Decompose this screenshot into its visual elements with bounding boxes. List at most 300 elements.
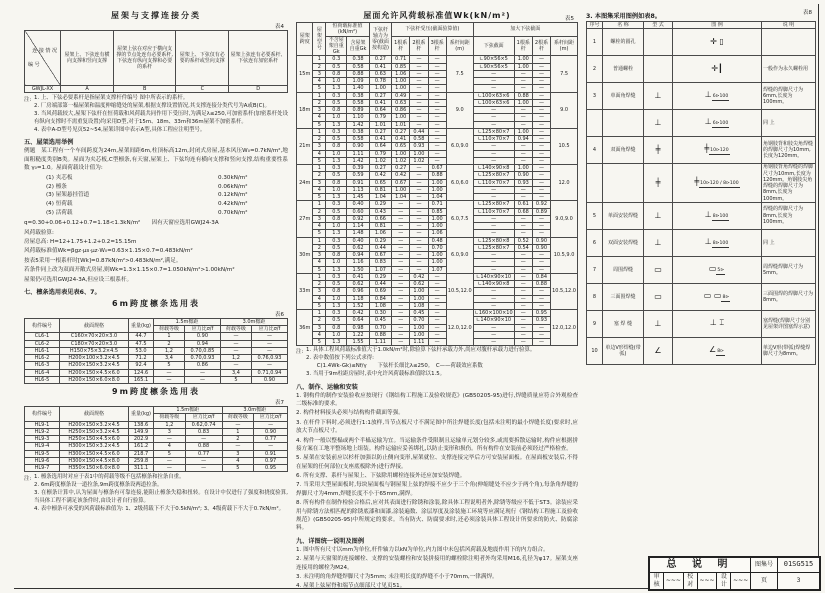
hdr-load: 荷载等级	[220, 326, 251, 333]
table-cell: 138.6	[129, 421, 154, 428]
table-cell: —	[514, 281, 532, 288]
table-cell: —	[185, 457, 222, 464]
table-cell: —	[392, 266, 410, 273]
hdr-dead-incl: 含屋架自重Gk	[347, 36, 369, 56]
table-cell: —	[514, 85, 532, 92]
table-cell: —	[392, 201, 410, 208]
table-cell: —	[410, 165, 428, 172]
big-spacing-cell: 10.5,9.0	[551, 237, 578, 273]
table-cell: HL6-3	[25, 362, 60, 369]
table-cell: —	[154, 457, 186, 464]
table-cell: —	[532, 85, 550, 92]
legend-name: 普通螺栓	[603, 56, 644, 83]
table-cell: 1.00	[428, 186, 446, 193]
table-row	[25, 457, 288, 464]
table-cell: 0.5	[326, 244, 347, 251]
table-cell: HL6-1	[25, 347, 60, 354]
table-cell: 47.5	[129, 340, 154, 347]
table-cell: 1.00	[428, 259, 446, 266]
legend-remark: 单边V形(带弧)焊缝焊脚尺寸为8mm。	[762, 337, 816, 364]
table-cell: 1.07	[428, 266, 446, 273]
hdr-no: 序号	[587, 22, 603, 29]
table-cell: ∟110×70×7	[473, 208, 514, 215]
legend-name: 螺栓的圆孔	[603, 29, 644, 56]
table-cell: 2	[313, 317, 326, 324]
table-cell: 0.94	[347, 252, 369, 259]
table-cell: 0.62	[347, 244, 369, 251]
legend-name: 周围焊缝	[603, 256, 644, 283]
single-bevel-weld-icon: ∠	[709, 344, 717, 354]
table-cell: 10	[587, 337, 603, 364]
tie-spacing-cell: 6.0,7.5	[446, 201, 473, 237]
table-cell: 3	[313, 143, 326, 150]
table-cell: —	[514, 331, 532, 338]
legend-name: 单边V形焊缝(带弧)	[603, 337, 644, 364]
table-cell: —	[251, 340, 287, 347]
table-cell: 165.1	[129, 376, 154, 383]
table5-title: 屋面允许风荷载标准值Wk(kN/m²)	[363, 11, 511, 20]
table-cell: —	[410, 56, 428, 63]
perimeter-weld-icon: ▭	[644, 256, 673, 283]
table-cell: 2	[313, 172, 326, 179]
table-cell: 0.8	[326, 288, 347, 295]
table-cell: 1.07	[369, 266, 391, 273]
table-cell: 0.40	[347, 201, 369, 208]
double-fillet-weld-icon: ╪	[694, 177, 700, 187]
table-cell: 2	[313, 63, 326, 70]
double-site-weld-icon: ⊥	[644, 229, 673, 256]
table-cell: —	[473, 157, 514, 164]
table-cell: 1.00	[392, 85, 410, 92]
table-cell: 0.91	[254, 450, 288, 457]
table-cell: 3	[222, 450, 254, 457]
double-fillet-weld-icon: ╪	[644, 164, 673, 203]
wind-load-row	[297, 288, 578, 295]
table-cell: —	[473, 85, 514, 92]
table-cell: 1.40	[347, 85, 369, 92]
table-cell: —	[392, 252, 410, 259]
table-cell: H200×150×6.0×8.0	[60, 376, 129, 383]
table-cell: —	[473, 143, 514, 150]
text-line: 3. 在杆件下料时,必须进行1:1放样,当节点板尺寸不满足图中所注焊缝长度(包括未注明的最小焊缝长度)要求时,应放大节点板尺寸。	[296, 419, 578, 435]
weld-flag: 6⊳100	[712, 94, 729, 100]
big-spacing-cell: 10.5,12.0	[551, 273, 578, 309]
text-line: 7. 当采用大型屋面板时,每块屋面板与钢屋架上弦的焊接不应少于三个角(伸缩缝处不应少于两个角),每条角焊缝的焊脚尺寸为4mm,焊缝长度不小于65mm,满焊。	[296, 482, 578, 497]
table-row	[25, 450, 288, 457]
table-cell: 1.22	[347, 331, 369, 338]
table-cell: 0.27	[369, 128, 391, 135]
legend-remark: 周焊缝焊脚尺寸为5mm。	[762, 256, 816, 283]
hdr-30m: 3.0m檩距	[222, 407, 287, 414]
legend-row	[587, 229, 816, 256]
table-cell: 0.58	[347, 136, 369, 143]
legend-example	[673, 137, 762, 164]
weld-flag: 8⊳100	[712, 240, 729, 246]
table-cell: —	[154, 436, 186, 443]
legend-example	[673, 337, 762, 364]
hdr-comp-group: 下弦杆受压(截面验算值)	[392, 23, 474, 37]
table-cell: 5	[313, 121, 326, 128]
table-cell: —	[220, 340, 251, 347]
legend-row	[587, 29, 816, 56]
table-cell: 0.62	[410, 281, 428, 288]
truss-bracing-classification-table	[24, 30, 288, 93]
table-row	[25, 362, 288, 369]
table-cell: —	[473, 288, 514, 295]
table-cell: 1.01	[369, 121, 391, 128]
hdr-zero: 下弦杆轴力为零(截面按构造)	[369, 23, 391, 56]
wind-load-row	[297, 172, 578, 179]
table-cell: —	[222, 443, 254, 450]
table-cell: 5	[313, 85, 326, 92]
table-cell: —	[410, 266, 428, 273]
table-cell: 1	[313, 310, 326, 317]
table-cell: 0.90	[532, 244, 550, 251]
legend-name: 三面围焊缝	[603, 283, 644, 310]
table-cell: —	[392, 273, 410, 280]
table-cell: —	[473, 324, 514, 331]
table-cell: 0.92	[532, 201, 550, 208]
table-cell: 0.63	[392, 99, 410, 106]
table-cell: 1	[587, 29, 603, 56]
tie-spacing-cell: 10.5,12.0	[446, 273, 473, 309]
tie-spacing-cell: 6.0,9.0	[446, 128, 473, 164]
table-cell: —	[473, 259, 514, 266]
table-cell: —	[473, 114, 514, 121]
table-cell: —	[392, 302, 410, 309]
table-cell: —	[154, 465, 186, 472]
table-cell: —	[410, 63, 428, 70]
table-cell: 0.39	[347, 165, 369, 172]
text-line: 房屋总高: H=12+1.75+1.2+0.2=15.15m	[24, 239, 137, 246]
table-cell: —	[532, 324, 550, 331]
table-cell: —	[532, 186, 550, 193]
table-cell: —	[532, 194, 550, 201]
wind-load-row	[297, 223, 578, 230]
table-cell: 1.10	[347, 114, 369, 121]
table-cell: 124.6	[129, 369, 154, 376]
table-cell: —	[514, 252, 532, 259]
table-cell: 202.9	[129, 436, 154, 443]
table-cell: —	[514, 143, 532, 150]
table-cell: —	[532, 266, 550, 273]
table-cell: 0.59	[347, 172, 369, 179]
table7-title: 9m跨度檩条选用表	[112, 387, 200, 397]
table-cell: 3	[587, 83, 603, 110]
table-cell: 3	[313, 107, 326, 114]
purlin-table-9m	[24, 406, 288, 472]
row-label: GWJL-XX	[25, 86, 61, 93]
table-cell: 1.0	[326, 78, 347, 85]
table-cell: 0.88	[185, 443, 222, 450]
text-line: 2. 6m跨度檩条设一道拉条,9m跨度檩条设两道拉条。	[34, 482, 163, 489]
table-cell: —	[532, 56, 550, 63]
table-cell: 1.0	[326, 114, 347, 121]
designer-signature: ~~~	[731, 572, 751, 589]
table-cell: 0.27	[369, 165, 391, 172]
table-cell: —	[184, 369, 220, 376]
designer-label: 设计	[717, 572, 731, 589]
table-cell: —	[514, 157, 532, 164]
wind-load-table	[296, 22, 578, 346]
table-cell: 0.27	[392, 128, 410, 135]
wind-load-row	[297, 63, 578, 70]
table-cell: —	[410, 78, 428, 85]
table-cell: 0.58	[410, 136, 428, 143]
table-cell: C160×70×20×3.0	[60, 333, 129, 340]
table-cell: 3	[313, 324, 326, 331]
table-cell: 4	[313, 78, 326, 85]
table-cell: ∟140×90×8	[473, 281, 514, 288]
fillet-weld-icon: ⊥	[704, 90, 712, 100]
code-d: D	[229, 86, 288, 93]
example-lines	[24, 219, 288, 284]
table-cell: 1	[154, 333, 185, 340]
table-cell: 0.42	[410, 273, 428, 280]
legend-example	[673, 283, 762, 310]
legend-intro: 3. 本图集采用图例如表8。	[586, 13, 661, 20]
table-cell: —	[392, 215, 410, 222]
hdr-remark: 说 明	[762, 22, 816, 29]
wind-load-row	[297, 273, 578, 280]
table-cell: 0.8	[326, 143, 347, 150]
hdr-15m: 1.5m檩距	[154, 407, 223, 414]
text-line: 1. 图中所有尺寸以mm为单位,杆件轴力以kN为单位,内力图中未包括风荷载及地震作用下的内力组合。	[296, 546, 549, 553]
table-cell: 3	[313, 288, 326, 295]
fillet-weld-icon: ⊥	[644, 110, 673, 137]
table-cell: 0.71	[428, 201, 446, 208]
text-line: 2. 表中数值按下列公式求得:	[306, 355, 374, 362]
table-cell: —	[514, 70, 532, 77]
middle-column	[296, 8, 578, 592]
table-cell: 1.0	[326, 259, 347, 266]
table-cell: 1.06	[392, 70, 410, 77]
table-cell: 1.13	[347, 186, 369, 193]
span-cell: 24m	[297, 165, 313, 201]
table-cell: 0.3	[326, 201, 347, 208]
table-cell: H250×150×3.2×4.5	[60, 428, 129, 435]
table-cell: —	[473, 230, 514, 237]
legend-row	[587, 337, 816, 364]
table-cell: 3	[154, 428, 186, 435]
legend-example	[673, 29, 762, 56]
table-cell: H150×75×3.2×4.5	[60, 347, 129, 354]
wind-load-row	[297, 310, 578, 317]
table-cell: —	[410, 85, 428, 92]
table-cell: 0.70	[428, 244, 446, 251]
table-cell: —	[514, 215, 532, 222]
table-cell: —	[222, 421, 254, 428]
table5-tag: 表5	[565, 16, 574, 22]
legend-name: 塞 焊 缝	[603, 310, 644, 337]
fillet-weld-icon: ⊥	[644, 83, 673, 110]
table-cell: ∟140×90×10	[473, 273, 514, 280]
table-cell: —	[428, 317, 446, 324]
table-cell: CL6-2	[25, 340, 60, 347]
tie-spacing-cell: 7.5	[446, 56, 473, 92]
table-cell: 1.52	[347, 302, 369, 309]
text-line: 2. 屋架与天窗架的连接螺栓、支撑的安装螺栓和安装拼接用的螺栓除注明者外均采用M16,孔径为φ17。屋架支座连接用的螺栓为M24。	[296, 556, 578, 571]
table-cell: —	[428, 92, 446, 99]
table-cell: 0.89	[532, 208, 550, 215]
table-cell: —	[392, 295, 410, 302]
table-cell: 92.4	[129, 362, 154, 369]
load-item: (5) 活荷载 0.70kN/m²	[46, 210, 248, 217]
table-cell: 0.94	[184, 340, 220, 347]
bolt-hole-icon: ✛ ▯	[710, 36, 724, 46]
table-cell: 0.88	[514, 92, 532, 99]
hdr-ratio: 应力比σ/f	[251, 326, 287, 333]
table-cell: —	[532, 259, 550, 266]
right-column	[586, 8, 816, 365]
table-cell: 0.67	[392, 179, 410, 186]
table-cell: 3,4	[154, 355, 185, 362]
table-cell: 0.29	[369, 273, 391, 280]
table-cell: ∟125×80×7	[473, 172, 514, 179]
wind-load-row	[297, 259, 578, 266]
table-cell: —	[473, 331, 514, 338]
table-cell: ∟140×90×10	[473, 317, 514, 324]
table-cell: —	[185, 465, 222, 472]
legend-remark: 一般作为永久螺栓用	[762, 56, 816, 83]
table-cell: 0.30	[369, 310, 391, 317]
diag-bottom-label: 编 号	[28, 62, 40, 68]
legend-remark: 焊缝的焊脚尺寸为8mm,长度为100mm。	[762, 202, 816, 229]
table-cell: 1.55	[347, 339, 369, 346]
table-cell: 1.04	[392, 194, 410, 201]
hdr-2tie: 2根系杆	[410, 36, 428, 56]
legend-remark: 三面围焊的焊脚尺寸为8mm。	[762, 283, 816, 310]
hdr-30m: 3.0m檩距	[220, 318, 287, 325]
table-row	[25, 376, 288, 383]
table-cell: —	[532, 165, 550, 172]
section9-items	[296, 546, 578, 591]
table-cell: 0.85	[392, 63, 410, 70]
table-row	[25, 369, 288, 376]
table-cell: —	[428, 339, 446, 346]
table-cell: 1	[222, 428, 254, 435]
table-cell: 71.2	[129, 355, 154, 362]
hdr-example: 图 例	[673, 22, 762, 29]
table-cell: 0.27	[369, 92, 391, 99]
wind-load-row	[297, 143, 578, 150]
table-cell: HL6-2	[25, 355, 60, 362]
load-item: (3) 屋架悬挂管道 0.12kN/m²	[46, 192, 248, 199]
table-cell: 1.00	[410, 288, 428, 295]
wind-load-row	[297, 208, 578, 215]
table-row	[25, 428, 288, 435]
table-cell: 0.92	[347, 215, 369, 222]
hdr-big-spacing: 系杆间距(m)	[551, 36, 578, 56]
table-cell: 0.83	[369, 259, 391, 266]
table7-tag: 表7	[275, 400, 284, 407]
table-cell: 5	[313, 302, 326, 309]
table-cell: —	[184, 376, 220, 383]
table-row	[25, 355, 288, 362]
table-cell: ∟100×63×6	[473, 99, 514, 106]
table-cell: —	[532, 157, 550, 164]
table-cell: —	[532, 107, 550, 114]
table-cell: 2	[313, 99, 326, 106]
table-cell: 0.70,0.85	[184, 347, 220, 354]
table-cell: 0.58	[347, 99, 369, 106]
table-cell: 0.77	[185, 450, 222, 457]
legend-remark: 同 上	[762, 110, 816, 137]
wind-load-row	[297, 150, 578, 157]
hdr-dead-group: 恒荷载标准值(kN/m²)	[326, 23, 369, 37]
table-cell: 3	[313, 252, 326, 259]
table-cell: —	[532, 128, 550, 135]
table-cell: —	[514, 310, 532, 317]
table-cell: 0.8	[326, 252, 347, 259]
legend-remark	[762, 29, 816, 56]
table-cell: —	[514, 223, 532, 230]
hdr-section: 截面规格	[60, 318, 129, 333]
table-cell: 1.00	[392, 150, 410, 157]
table-cell: 0.84	[369, 295, 391, 302]
table-cell: 0.3	[326, 310, 347, 317]
table-cell: 0.93	[532, 317, 550, 324]
table-cell: 0.8	[326, 215, 347, 222]
notes-label: 注:	[24, 476, 32, 483]
table-cell: 1.08	[369, 302, 391, 309]
table-cell: 0.89	[347, 107, 369, 114]
table-cell: —	[532, 295, 550, 302]
table-cell: 0.42	[347, 310, 369, 317]
table-cell: 1.00	[514, 99, 532, 106]
table-cell: 0.5	[326, 99, 347, 106]
table-cell: ∟140×90×8	[473, 165, 514, 172]
checker-signature: ~~~	[697, 572, 717, 589]
table-cell: 1.00	[369, 85, 391, 92]
table-cell: 2	[313, 208, 326, 215]
reviewer-signature: ~~~	[664, 572, 684, 589]
table-cell: 0.5	[326, 208, 347, 215]
wind-load-row	[297, 331, 578, 338]
legend-name: 单面安装焊缝	[603, 202, 644, 229]
legend-example	[673, 310, 762, 337]
purlin-table-6m	[24, 318, 288, 384]
class-desc-b: 屋架上弦在对应于横向支撑的节点处连有必要系杆,下弦连有纵向支撑和必要的系杆	[114, 31, 176, 86]
table-cell: 0.79	[369, 114, 391, 121]
table-cell: —	[428, 302, 446, 309]
class-desc-c: 屋架上、下弦仅有必要的系杆或竖向支撑	[176, 31, 229, 86]
table-cell: —	[514, 230, 532, 237]
table-cell: 0.54	[514, 244, 532, 251]
wind-load-row	[297, 56, 578, 63]
table-cell: H200×150×3.2×4.5	[60, 421, 129, 428]
example-intro: 例题 某工程有一个车间跨度为24m,屋架间距6m,柱顶标高12m,封闭式房屋,基本风压W₀=0.7kN/m²,地面粗糙度类别B类。屋面为夹芯板,C型檩条,有天窗,屋架上、下弦均连有横向支撑和竖向支撑,结构重要性系数 γ₀=1.0。屋面荷载设计值为:	[24, 148, 288, 172]
table-cell: 1.3	[326, 230, 347, 237]
table-cell: —	[428, 143, 446, 150]
legend-name	[603, 164, 644, 203]
table-cell: —	[532, 92, 550, 99]
table-cell: 5	[154, 450, 186, 457]
table-cell: —	[514, 186, 532, 193]
table-cell: 0.3	[326, 237, 347, 244]
table-cell: —	[410, 92, 428, 99]
legend-remark: 塞焊缝(焊脚尺寸分别见屋架详图塞焊示意)	[762, 310, 816, 337]
hdr-member: 构件编号	[25, 407, 60, 422]
table-cell: 161.2	[129, 443, 154, 450]
table-cell: 3	[313, 70, 326, 77]
table-cell: 1.11	[410, 339, 428, 346]
table-cell: 0.65	[392, 143, 410, 150]
wind-load-row	[297, 252, 578, 259]
table-cell: 1.00	[514, 165, 532, 172]
table-cell: 0.97	[254, 457, 288, 464]
table-cell: —	[514, 273, 532, 280]
